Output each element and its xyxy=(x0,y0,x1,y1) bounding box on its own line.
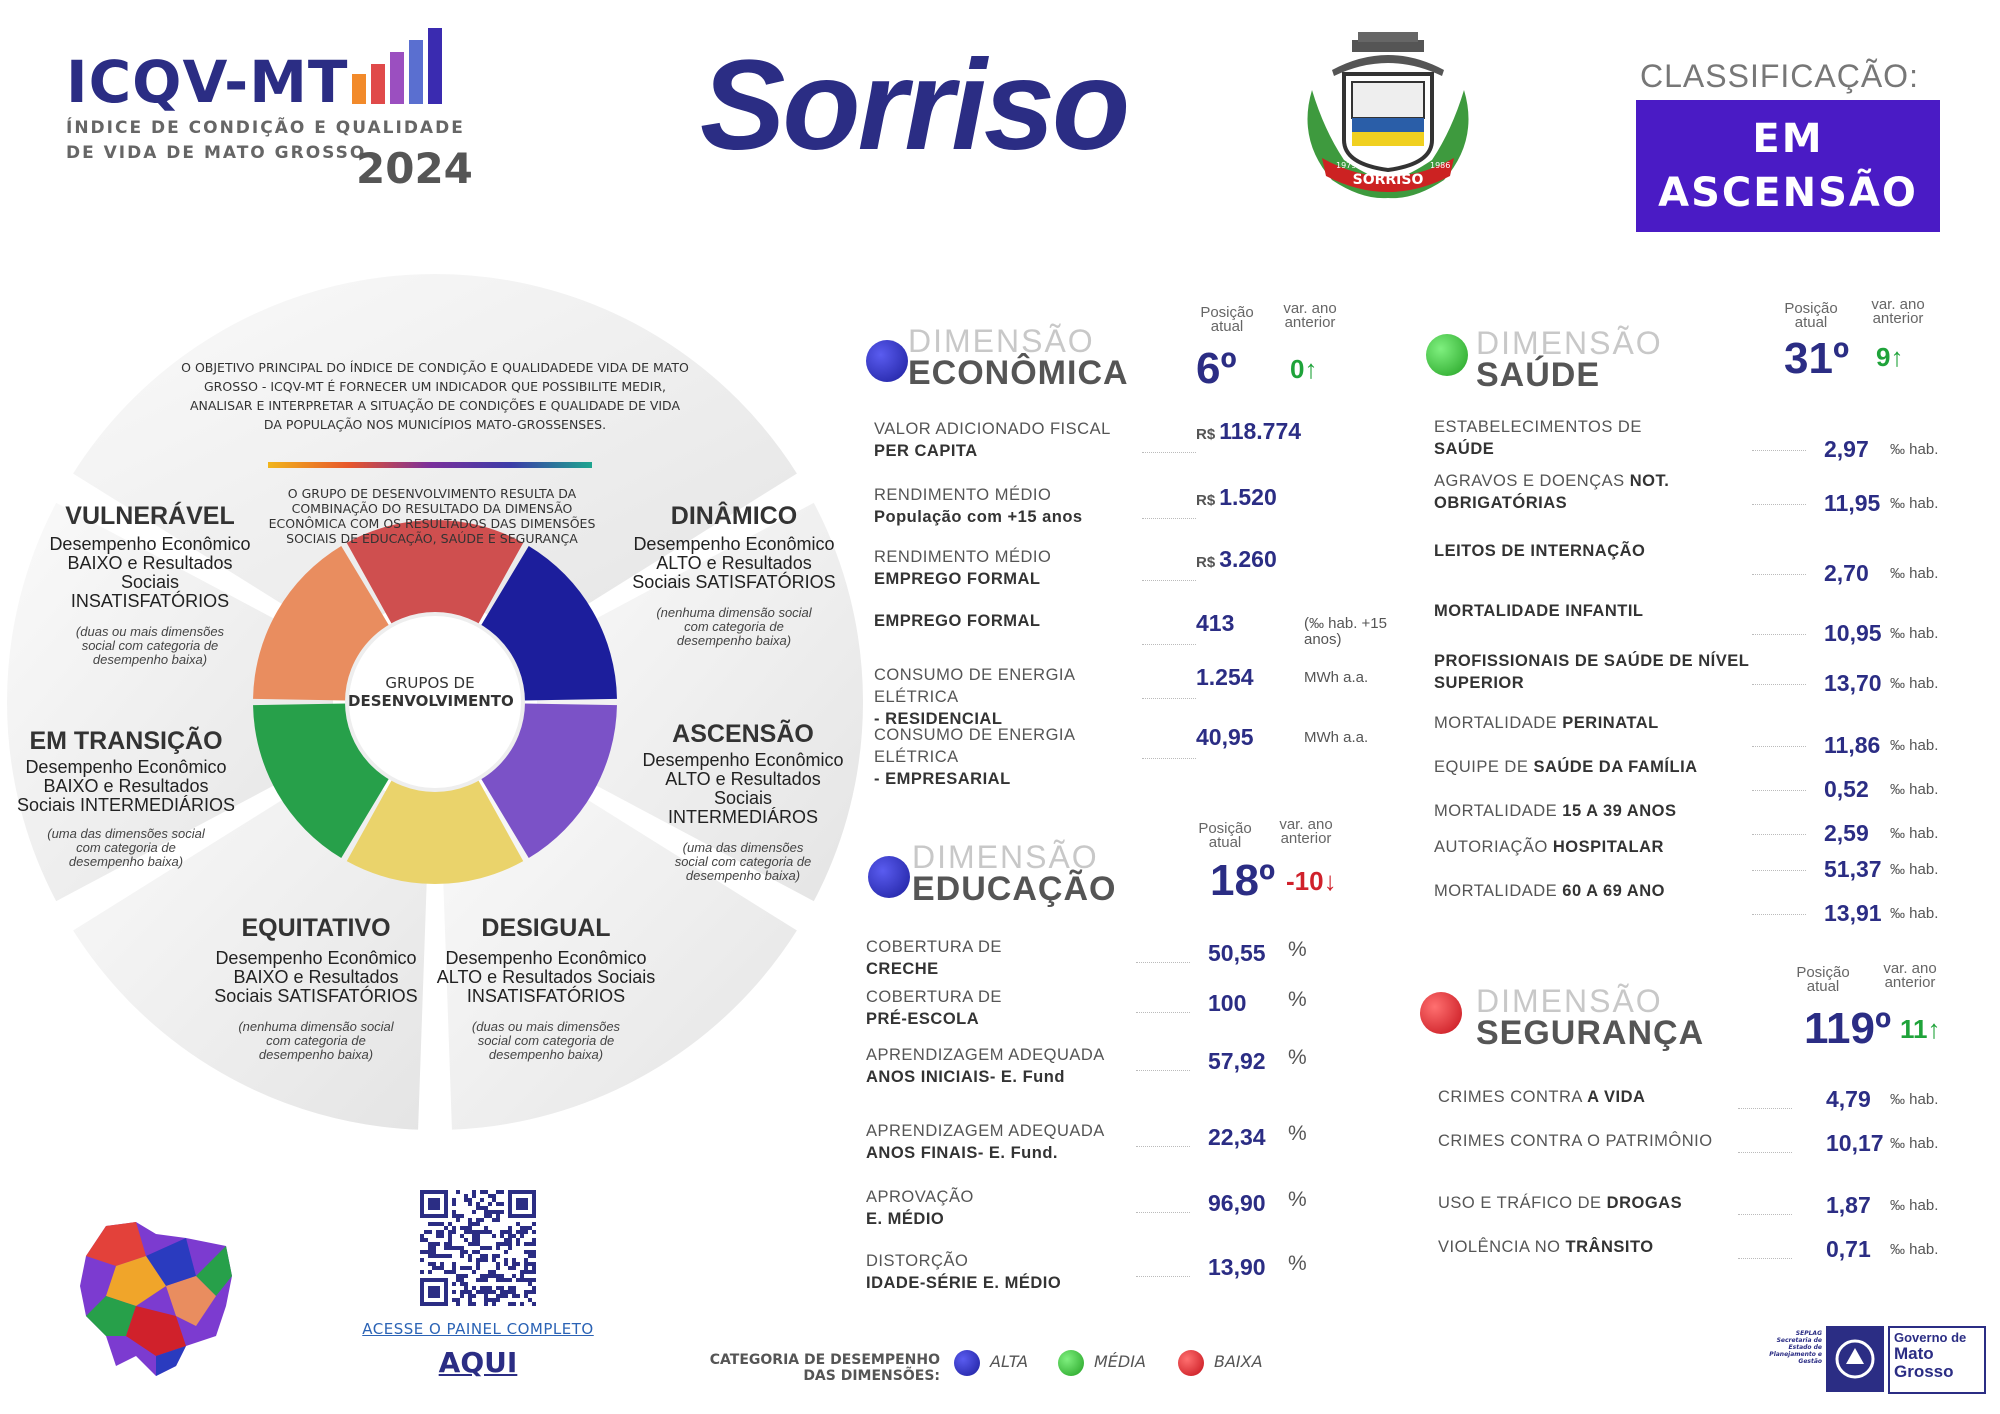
dotted-leader xyxy=(1752,790,1806,791)
dotted-leader xyxy=(1738,1152,1792,1153)
indicator-unit: % xyxy=(1288,938,1307,961)
saude-indicator-row xyxy=(1430,540,1970,584)
indicator-label: AGRAVOS E DOENÇAS NOT. OBRIGATÓRIAS xyxy=(1434,472,1670,512)
legend-label-media: MÉDIA xyxy=(1094,1352,1146,1371)
indicator-label: PROFISSIONAIS DE SAÚDE DE NÍVEL SUPERIOR xyxy=(1434,652,1749,692)
indicator-unit: MWh a.a. xyxy=(1304,669,1369,686)
economica-indicator-row xyxy=(866,546,1366,606)
indicator-label: MORTALIDADE 15 A 39 ANOS xyxy=(1434,802,1677,820)
indicator-value: 100 xyxy=(1208,990,1247,1016)
indicator-label: COBERTURA DE PRÉ-ESCOLA xyxy=(866,988,1002,1028)
indicator-unit: ‰ hab. xyxy=(1890,781,1939,798)
indicator-value: 11,86 xyxy=(1824,732,1881,758)
indicator-unit: ‰ hab. xyxy=(1890,861,1939,878)
objective-text: O OBJETIVO PRINCIPAL DO ÍNDICE DE CONDIÇÃO E QUALIDADEDE VIDA DE MATO GROSSO - ICQV-MT É FORNECER UM INDICADOR QUE POSSIBILITE MEDIR, ANALISAR E INTERPRETAR A SITUAÇÃO DE CONDIÇÕES E QUALIDADE DE VIDA DA POPULAÇÃO NOS MUNICÍPIOS MATO-GROSSENSES. xyxy=(181,360,689,432)
group-equitativo xyxy=(206,914,426,1062)
seguranca-category-dot xyxy=(1420,992,1462,1034)
indicator-value: 13,90 xyxy=(1208,1254,1266,1280)
seguranca-variation-label: var. ano anterior xyxy=(1883,960,1937,991)
educacao-indicator-row xyxy=(860,936,1320,992)
economica-position: 6º xyxy=(1196,344,1237,393)
indicator-label: AUTORIAÇÃO HOSPITALAR xyxy=(1434,838,1664,856)
saude-indicator-row xyxy=(1430,756,1970,800)
economica-indicator-row xyxy=(866,484,1366,544)
indicator-unit: MWh a.a. xyxy=(1304,729,1369,746)
indicator-unit: ‰ hab. xyxy=(1890,825,1939,842)
seplag-text: SEPLAG Secretaria de Estado de Planejamento e Gestão xyxy=(1769,1330,1822,1365)
educacao-indicator-row xyxy=(860,1186,1320,1242)
group-note: (nenhuma dimensão social com categoria de desempenho baixa) xyxy=(238,1019,394,1062)
economica-position-label: Posição atual xyxy=(1200,304,1254,335)
economica-label-small: DIMENSÃO xyxy=(908,323,1095,359)
saude-variation: 9↑ xyxy=(1876,342,1904,372)
seguranca-indicator-row xyxy=(1432,1086,1972,1130)
svg-text:1979: 1979 xyxy=(1336,161,1357,170)
indicator-label: DISTORÇÃO IDADE-SÉRIE E. MÉDIO xyxy=(866,1252,1062,1292)
indicator-value: 1,87 xyxy=(1826,1192,1871,1218)
indicator-label: EMPREGO FORMAL xyxy=(874,612,1041,630)
indicator-value: 413 xyxy=(1196,610,1235,636)
gradient-bar xyxy=(268,462,592,468)
indicator-label: MORTALIDADE 60 A 69 ANO xyxy=(1434,882,1665,900)
indicator-label: VALOR ADICIONADO FISCAL PER CAPITA xyxy=(874,420,1111,460)
indicator-unit: ‰ hab. xyxy=(1890,495,1939,512)
qr-code-icon[interactable] xyxy=(420,1190,536,1306)
economica-variation-label: var. ano anterior xyxy=(1283,300,1337,331)
classification-label: CLASSIFICAÇÃO: xyxy=(1640,58,1919,94)
seguranca-label-small: DIMENSÃO xyxy=(1476,983,1663,1019)
wheel-center-label xyxy=(348,674,512,710)
dotted-leader xyxy=(1142,758,1196,759)
dotted-leader xyxy=(1142,580,1196,581)
indicator-value: 2,70 xyxy=(1824,560,1869,586)
indicator-unit: ‰ hab. xyxy=(1890,441,1939,458)
center-line2: DESENVOLVIMENTO xyxy=(348,692,514,710)
group-description: Desempenho Econômico BAIXO e Resultados Sociais INSATISFATÓRIOS xyxy=(49,534,251,611)
indicator-label: MORTALIDADE PERINATAL xyxy=(1434,714,1659,732)
indicator-value: 51,37 xyxy=(1824,856,1882,882)
group-title: VULNERÁVEL xyxy=(65,502,235,530)
indicator-unit: % xyxy=(1288,1122,1307,1145)
legend-dot-alta xyxy=(954,1350,980,1376)
indicator-unit: % xyxy=(1288,1252,1307,1275)
indicator-label: CONSUMO DE ENERGIA ELÉTRICA - RESIDENCIAL xyxy=(874,666,1075,728)
indicator-label: APROVAÇÃO E. MÉDIO xyxy=(866,1188,974,1228)
indicator-label: COBERTURA DE CRECHE xyxy=(866,938,1002,978)
saude-category-dot xyxy=(1426,334,1468,376)
svg-text:1986: 1986 xyxy=(1430,161,1451,170)
economica-indicator-row xyxy=(866,664,1369,728)
saude-indicator-row xyxy=(1430,600,1970,644)
dotted-leader xyxy=(1136,1070,1190,1071)
dotted-leader xyxy=(1142,452,1196,453)
seguranca-indicator-row xyxy=(1432,1130,1972,1174)
arrow-up-icon: ↑ xyxy=(1927,1014,1941,1044)
dotted-leader xyxy=(1752,870,1806,871)
dotted-leader xyxy=(1738,1214,1792,1215)
indicator-value: 11,95 xyxy=(1824,490,1881,516)
group-title: EM TRANSIÇÃO xyxy=(29,727,223,755)
classification-badge xyxy=(1636,100,1940,232)
currency-prefix: R$ xyxy=(1196,554,1216,571)
government-logo xyxy=(1766,1326,1986,1394)
dotted-leader xyxy=(1752,504,1806,505)
economica-variation: 0↑ xyxy=(1290,354,1318,384)
saude-indicator-row xyxy=(1430,650,1970,694)
group-title: DINÂMICO xyxy=(670,502,798,530)
logo-bars-icon xyxy=(352,28,462,104)
group-ascensao xyxy=(640,720,846,883)
saude-variation-label: var. ano anterior xyxy=(1871,296,1925,327)
mato-grosso-map-icon xyxy=(76,1216,236,1378)
group-description: Desempenho Econômico ALTO e Resultados Sociais SATISFATÓRIOS xyxy=(632,534,836,592)
indicator-value: 2,97 xyxy=(1824,436,1869,462)
logo-title: ICQV-MT xyxy=(66,48,349,116)
indicator-unit: ‰ hab. xyxy=(1890,565,1939,582)
arrow-down-icon: ↓ xyxy=(1323,866,1337,896)
indicator-value: 1.254 xyxy=(1196,664,1254,690)
indicator-value: R$ 118.774 xyxy=(1196,418,1302,444)
dashboard-link[interactable]: ACESSE O PAINEL COMPLETO xyxy=(362,1320,594,1338)
educacao-indicator-row xyxy=(860,1250,1320,1306)
indicator-value: 50,55 xyxy=(1208,940,1266,966)
saude-position: 31º xyxy=(1784,334,1850,383)
group-description: Desempenho Econômico ALTO e Resultados Sociais INSATISFATÓRIOS xyxy=(436,948,656,1006)
seguranca-indicator-row xyxy=(1432,1192,1972,1236)
indicator-value: 13,91 xyxy=(1824,900,1882,926)
economica-indicator-row xyxy=(866,418,1366,478)
saude-indicator-row xyxy=(1430,416,1970,460)
dotted-leader xyxy=(1136,1146,1190,1147)
educacao-indicator-row xyxy=(860,986,1320,1042)
legend-dot-baixa xyxy=(1178,1350,1204,1376)
dotted-leader xyxy=(1142,518,1196,519)
legend-label-alta: ALTA xyxy=(990,1352,1029,1371)
group-note: (duas ou mais dimensões social com categoria de desempenho baixa) xyxy=(471,1019,621,1062)
educacao-label: EDUCAÇÃO xyxy=(912,870,1117,908)
indicator-value: 0,71 xyxy=(1826,1236,1871,1262)
gov-line1: Governo de xyxy=(1894,1330,1967,1345)
saude-indicator-row xyxy=(1430,880,1970,924)
dotted-leader xyxy=(1738,1108,1792,1109)
indicator-label: CONSUMO DE ENERGIA ELÉTRICA - EMPRESARIAL xyxy=(874,726,1075,788)
seguranca-indicator-row xyxy=(1432,1236,1972,1280)
gov-line2: Mato xyxy=(1894,1344,1934,1363)
dotted-leader xyxy=(1136,962,1190,963)
indicator-label: CRIMES CONTRA O PATRIMÔNIO xyxy=(1438,1132,1713,1150)
indicator-unit: % xyxy=(1288,1046,1307,1069)
educacao-variation-label: var. ano anterior xyxy=(1279,816,1333,847)
group-title: EQUITATIVO xyxy=(241,914,391,942)
group-title: ASCENSÃO xyxy=(672,720,814,748)
saude-indicator-row xyxy=(1430,836,1970,880)
indicator-label: LEITOS DE INTERNAÇÃO xyxy=(1434,542,1646,560)
indicator-unit: (‰ hab. +15 anos) xyxy=(1304,615,1387,648)
group-description: Desempenho Econômico ALTO e Resultados Sociais INTERMEDIÁROS xyxy=(642,750,844,827)
group-dinamico xyxy=(628,502,840,648)
arrow-up-icon: ↑ xyxy=(1304,354,1318,384)
group-vulneravel xyxy=(40,502,260,667)
group-description: Desempenho Econômico BAIXO e Resultados Sociais SATISFATÓRIOS xyxy=(214,948,418,1006)
dotted-leader xyxy=(1752,574,1806,575)
indicator-value: 4,79 xyxy=(1826,1086,1871,1112)
group-note: (duas ou mais dimensões social com categoria de desempenho baixa) xyxy=(75,624,225,667)
indicator-unit: ‰ hab. xyxy=(1890,1197,1939,1214)
classification-line2: ASCENSÃO xyxy=(1658,170,1918,216)
indicator-value: R$ 1.520 xyxy=(1196,484,1277,510)
indicator-label: EQUIPE DE SAÚDE DA FAMÍLIA xyxy=(1434,758,1698,776)
svg-text:SORRISO: SORRISO xyxy=(1352,172,1424,188)
logo-year: 2024 xyxy=(356,144,473,193)
educacao-indicator-row xyxy=(860,1120,1320,1176)
dotted-leader xyxy=(1142,698,1196,699)
educacao-label-small: DIMENSÃO xyxy=(912,839,1099,875)
currency-prefix: R$ xyxy=(1196,426,1216,443)
group-title: DESIGUAL xyxy=(481,914,611,942)
indicator-label: RENDIMENTO MÉDIO População com +15 anos xyxy=(874,486,1083,526)
educacao-variation: -10↓ xyxy=(1286,866,1337,896)
dotted-leader xyxy=(1752,684,1806,685)
group-explanation-text: O GRUPO DE DESENVOLVIMENTO RESULTA DA COMBINAÇÃO DO RESULTADO DA DIMENSÃO ECONÔMICA COM OS RESULTADOS DAS DIMENSÕES SOCIAIS DE EDUCAÇÃO, SAÚDE E SEGURANÇA xyxy=(268,486,596,546)
city-crest-icon xyxy=(1292,30,1484,206)
saude-label-small: DIMENSÃO xyxy=(1476,325,1663,361)
group-desigual xyxy=(436,914,656,1062)
state-crest-icon xyxy=(1826,1326,1884,1392)
economica-indicator-row xyxy=(866,610,1387,670)
indicator-label: APRENDIZAGEM ADEQUADA ANOS INICIAIS- E. Fund xyxy=(866,1046,1105,1086)
legend-label-baixa: BAIXA xyxy=(1214,1352,1263,1371)
economica-category-dot xyxy=(866,340,908,382)
group-description: Desempenho Econômico BAIXO e Resultados Sociais INTERMEDIÁRIOS xyxy=(16,757,236,815)
seguranca-position-label: Posição atual xyxy=(1796,964,1850,995)
dotted-leader xyxy=(1752,450,1806,451)
indicator-unit: ‰ hab. xyxy=(1890,737,1939,754)
saude-indicator-row xyxy=(1430,712,1970,756)
dotted-leader xyxy=(1738,1258,1792,1259)
indicator-value: 10,95 xyxy=(1824,620,1882,646)
seguranca-variation: 11↑ xyxy=(1900,1014,1941,1044)
indicator-label: ESTABELECIMENTOS DE SAÚDE xyxy=(1434,418,1642,458)
dotted-leader xyxy=(1752,834,1806,835)
indicator-unit: ‰ hab. xyxy=(1890,1241,1939,1258)
indicator-value: 22,34 xyxy=(1208,1124,1266,1150)
indicator-value: 13,70 xyxy=(1824,670,1882,696)
indicator-value: R$ 3.260 xyxy=(1196,546,1277,572)
dotted-leader xyxy=(1752,634,1806,635)
economica-label: ECONÔMICA xyxy=(908,354,1129,392)
group-em-transicao xyxy=(16,727,236,869)
dotted-leader xyxy=(1136,1276,1190,1277)
saude-position-label: Posição atual xyxy=(1784,300,1838,331)
seguranca-position: 119º xyxy=(1804,1004,1892,1053)
indicator-value: 40,95 xyxy=(1196,724,1254,750)
legend-title: CATEGORIA DE DESEMPENHO DAS DIMENSÕES: xyxy=(709,1352,940,1384)
dotted-leader xyxy=(1136,1012,1190,1013)
center-line1: GRUPOS DE xyxy=(385,674,475,692)
saude-label: SAÚDE xyxy=(1476,356,1601,394)
indicator-unit: ‰ hab. xyxy=(1890,905,1939,922)
gov-name-box xyxy=(1888,1326,1986,1394)
educacao-position-label: Posição atual xyxy=(1198,820,1252,851)
aqui-link[interactable]: AQUI xyxy=(438,1346,518,1379)
indicator-value: 57,92 xyxy=(1208,1048,1266,1074)
indicator-label: CRIMES CONTRA A VIDA xyxy=(1438,1088,1646,1106)
educacao-position: 18º xyxy=(1210,856,1276,905)
currency-prefix: R$ xyxy=(1196,492,1216,509)
logo-subtitle: ÍNDICE DE CONDIÇÃO E QUALIDADE DE VIDA DE MATO GROSSO xyxy=(66,118,465,163)
indicator-value: 10,17 xyxy=(1826,1130,1884,1156)
indicator-label: APRENDIZAGEM ADEQUADA ANOS FINAIS- E. Fund. xyxy=(866,1122,1105,1162)
indicator-label: RENDIMENTO MÉDIO EMPREGO FORMAL xyxy=(874,548,1052,588)
indicator-unit: ‰ hab. xyxy=(1890,625,1939,642)
indicator-unit: ‰ hab. xyxy=(1890,1091,1939,1108)
indicator-unit: ‰ hab. xyxy=(1890,675,1939,692)
dotted-leader xyxy=(1136,1212,1190,1213)
indicator-unit: % xyxy=(1288,988,1307,1011)
group-note: (uma das dimensões social com categoria de desempenho baixa) xyxy=(674,840,812,883)
city-name: Sorriso xyxy=(700,34,1128,177)
indicator-unit: ‰ hab. xyxy=(1890,1135,1939,1152)
indicator-value: 96,90 xyxy=(1208,1190,1266,1216)
seguranca-label: SEGURANÇA xyxy=(1476,1014,1705,1052)
indicator-label: USO E TRÁFICO DE DROGAS xyxy=(1438,1194,1683,1212)
educacao-category-dot xyxy=(868,856,910,898)
indicator-value: 2,59 xyxy=(1824,820,1869,846)
dotted-leader xyxy=(1752,746,1806,747)
saude-indicator-row xyxy=(1430,470,1970,514)
group-note: (uma das dimensões social com categoria de desempenho baixa) xyxy=(47,826,205,869)
indicator-label: MORTALIDADE INFANTIL xyxy=(1434,602,1644,620)
classification-line1: EM xyxy=(1752,116,1824,162)
economica-indicator-row xyxy=(866,724,1369,788)
dotted-leader xyxy=(1142,644,1196,645)
group-note: (nenhuma dimensão social com categoria de desempenho baixa) xyxy=(656,605,812,648)
dotted-leader xyxy=(1752,914,1806,915)
educacao-indicator-row xyxy=(860,1044,1320,1100)
indicator-unit: % xyxy=(1288,1188,1307,1211)
arrow-up-icon: ↑ xyxy=(1890,342,1904,372)
legend-dot-media xyxy=(1058,1350,1084,1376)
indicator-label: VIOLÊNCIA NO TRÂNSITO xyxy=(1438,1238,1654,1256)
gov-line3: Grosso xyxy=(1894,1362,1954,1381)
indicator-value: 0,52 xyxy=(1824,776,1869,802)
